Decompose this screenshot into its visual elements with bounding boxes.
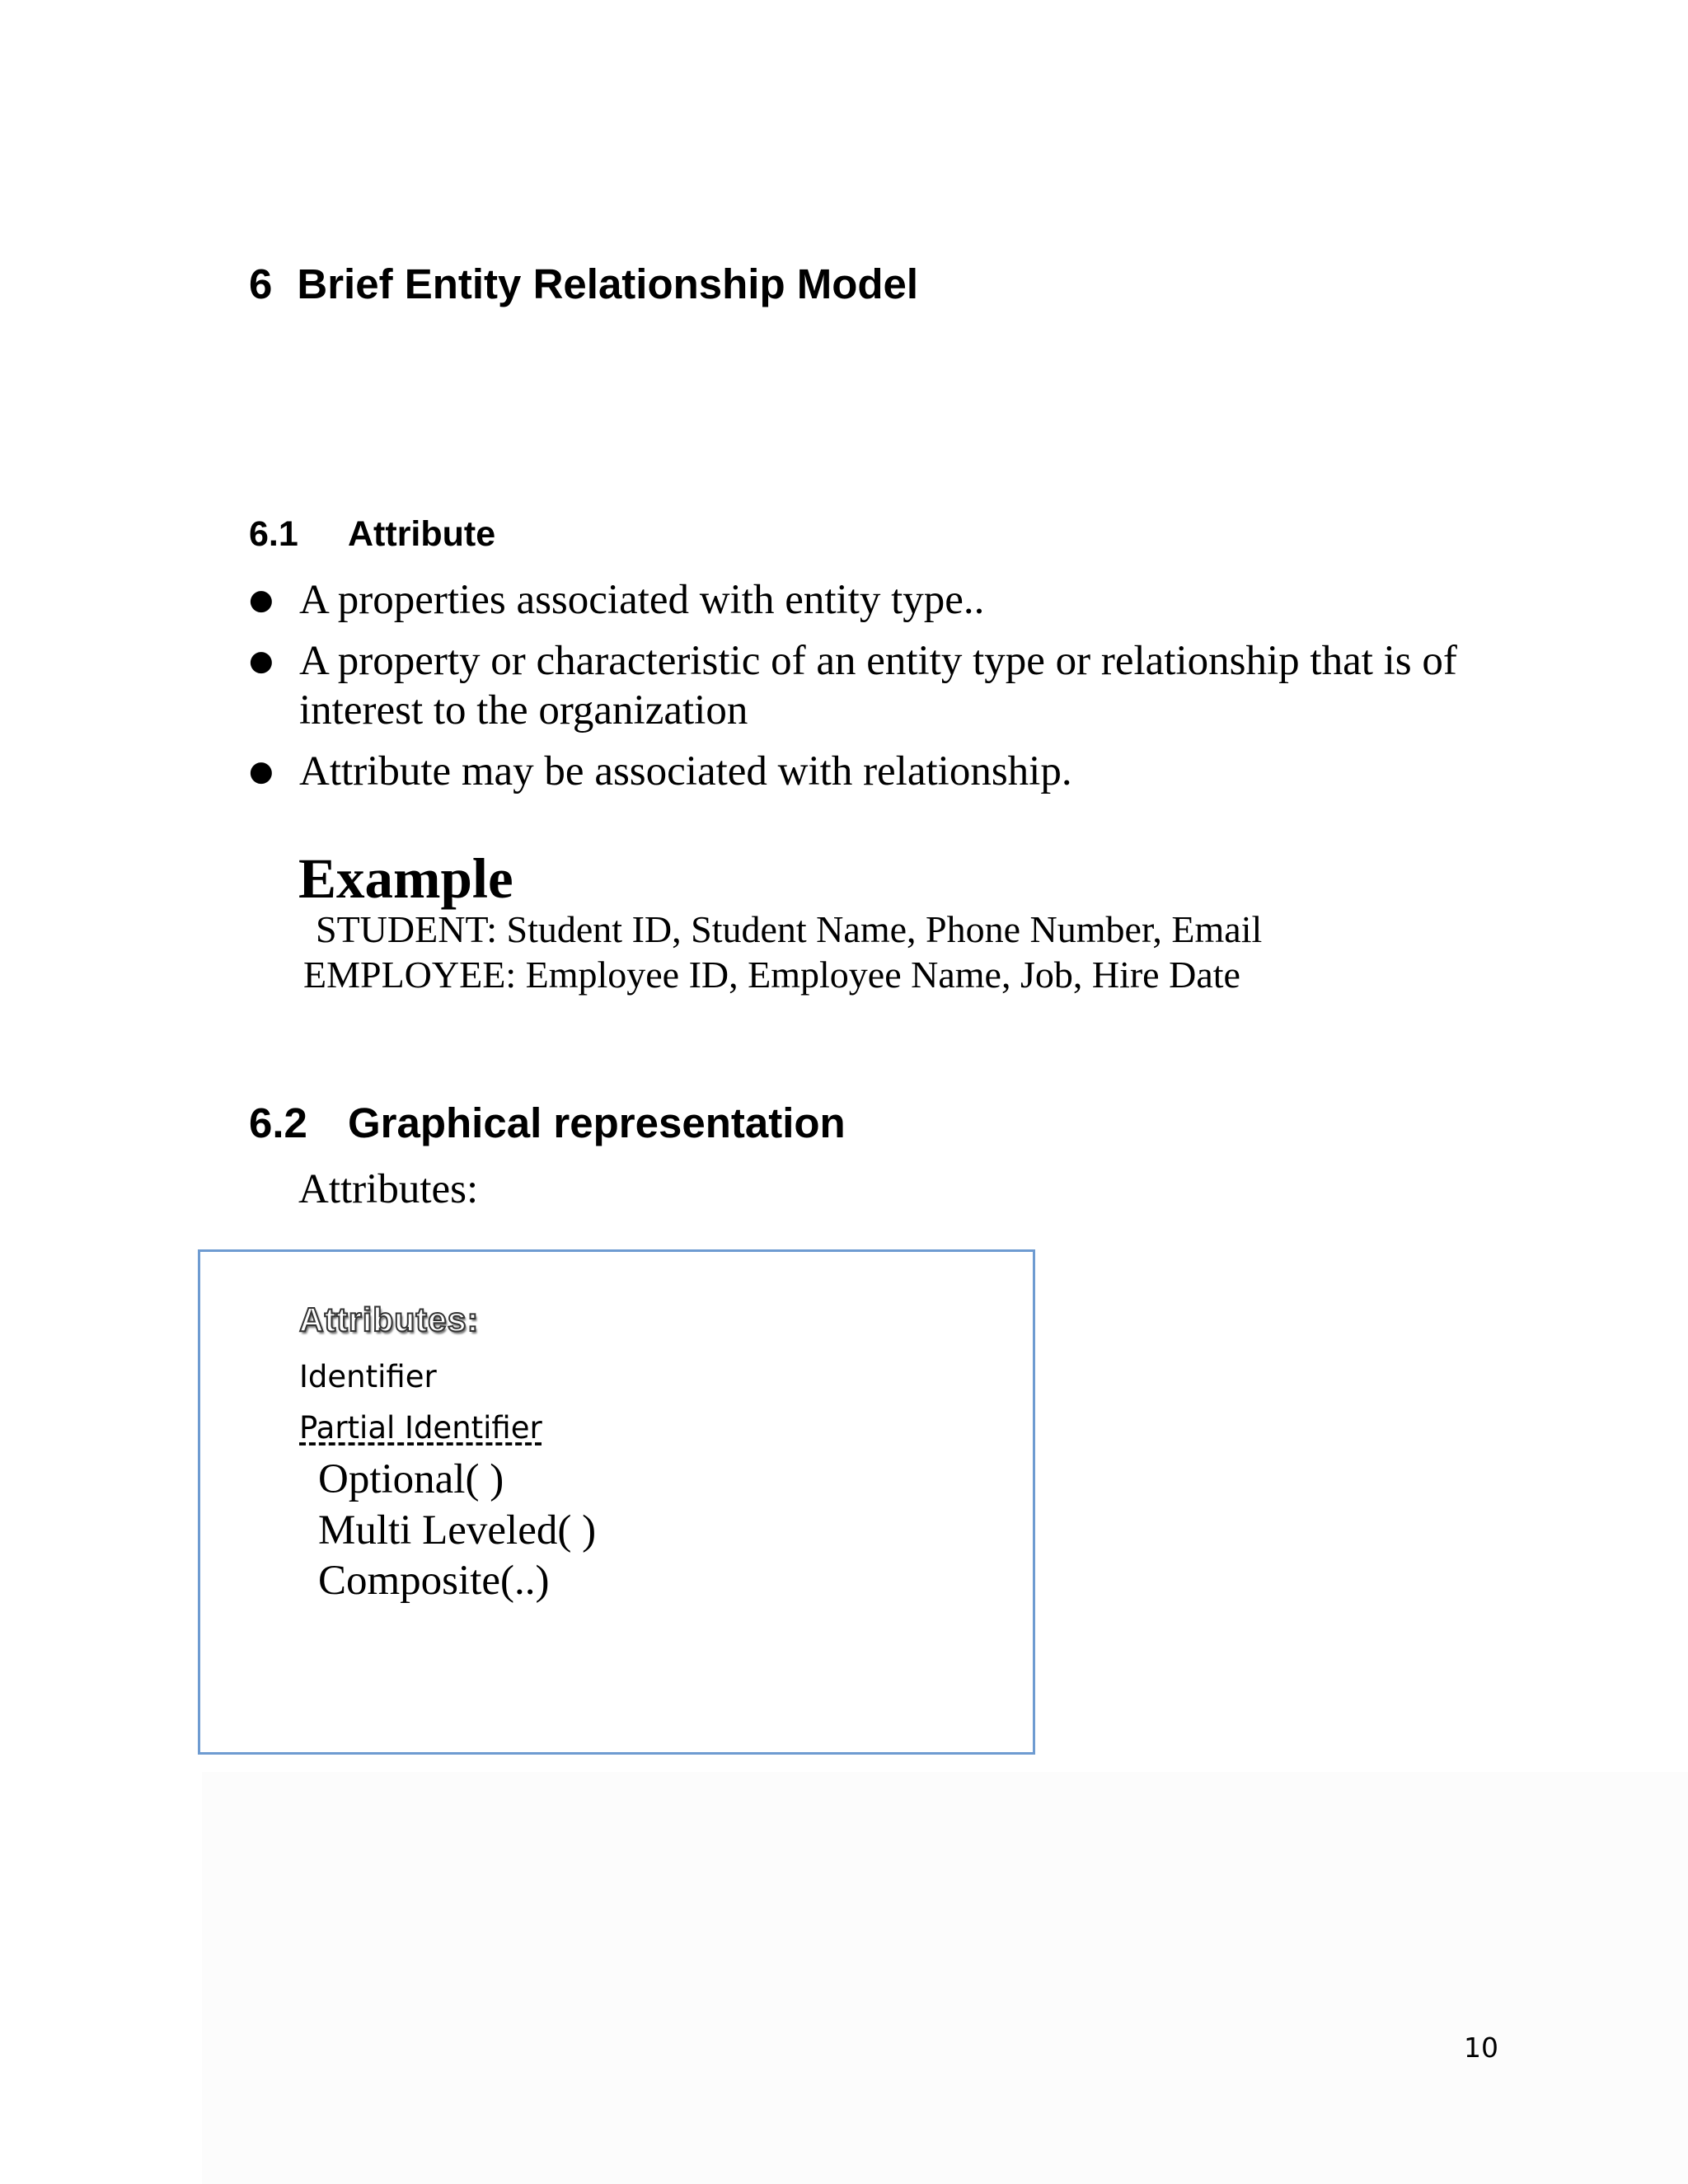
bullet-icon: ● (249, 583, 274, 616)
bullet-text: A properties associated with entity type.. (299, 577, 985, 623)
bullet-icon: ● (249, 644, 274, 677)
bullet-icon: ● (249, 755, 274, 788)
subsection-title: Attribute (348, 514, 496, 554)
attribute-notation-figure (198, 1249, 1035, 1755)
example-heading: Example (298, 847, 513, 910)
bullet-text: Attribute may be associated with relationship. (299, 748, 1072, 794)
example-student-line: STUDENT: Student ID, Student Name, Phone Number, Email (316, 908, 1263, 950)
section-number: 6 (249, 260, 273, 307)
bullet-text: A property or characteristic of an entity type or relationship that is of interest to the organization (299, 638, 1457, 733)
subsection-title: Graphical representation (348, 1099, 846, 1146)
figure-partial-identifier-label: Partial Identifier (299, 1410, 542, 1446)
subsection-number: 6.1 (249, 514, 298, 554)
example-employee-line: EMPLOYEE: Employee ID, Employee Name, Job, Hire Date (303, 954, 1240, 996)
section-title: Brief Entity Relationship Model (297, 260, 919, 307)
list-item (249, 636, 1485, 735)
subsection-number: 6.2 (249, 1099, 307, 1146)
subsection-heading-attribute (249, 511, 495, 557)
page-footer-shade (202, 1772, 1688, 2184)
figure-heading: Attributes: (299, 1301, 480, 1338)
list-item (249, 575, 1485, 625)
page-number: 10 (1464, 2032, 1498, 2064)
list-item (249, 747, 1485, 796)
attribute-bullet-list (249, 575, 1485, 808)
figure-identifier-label: Identifier (299, 1359, 437, 1394)
figure-multi-leveled-label: Multi Leveled( ) (318, 1507, 597, 1554)
figure-optional-label: Optional( ) (318, 1456, 504, 1502)
figure-composite-label: Composite(..) (318, 1558, 550, 1604)
graphical-caption: Attributes: (298, 1166, 479, 1212)
section-heading (249, 257, 918, 312)
subsection-heading-graphical (249, 1096, 846, 1151)
